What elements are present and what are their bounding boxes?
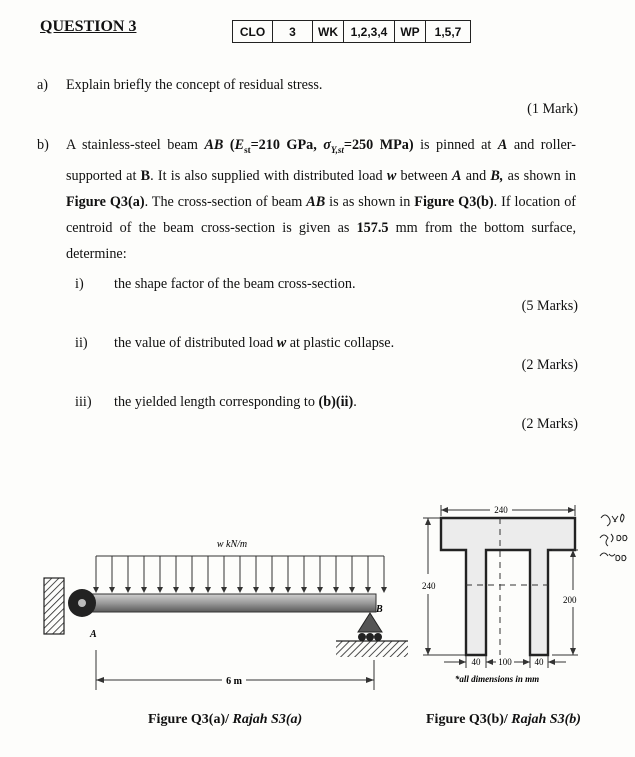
- left-arrow-bottom: [425, 648, 431, 655]
- span-arrow-right: [366, 677, 374, 683]
- roller-support: [358, 613, 382, 632]
- item-i-num: i): [75, 276, 84, 292]
- bot-arrow-4: [548, 659, 555, 665]
- part-b-label: b): [37, 137, 49, 153]
- top-arrow-right: [568, 507, 575, 513]
- tag-wk-value: 1,2,3,4: [344, 21, 395, 43]
- load-arrow-head: [269, 587, 275, 593]
- load-arrow-head: [173, 587, 179, 593]
- ground-hatch: [336, 641, 408, 657]
- load-arrow-head: [189, 587, 195, 593]
- dim-b1-label: 40: [471, 657, 481, 667]
- right-arrow-bottom: [570, 648, 576, 655]
- load-arrow-head: [109, 587, 115, 593]
- load-arrow-head: [253, 587, 259, 593]
- item-ii-text: the value of distributed load w at plastic collapse.: [114, 335, 395, 351]
- load-arrow-head: [381, 587, 387, 593]
- item-iii-num: iii): [75, 394, 92, 410]
- load-arrow-head: [237, 587, 243, 593]
- tag-wp-value: 1,5,7: [426, 21, 471, 43]
- load-arrow-head: [317, 587, 323, 593]
- tag-clo-value: 3: [273, 21, 313, 43]
- load-arrow-head: [349, 587, 355, 593]
- part-a-text: Explain briefly the concept of residual stress.: [66, 77, 323, 93]
- tag-clo-label: CLO: [233, 21, 273, 43]
- bot-arrow-1: [459, 659, 466, 665]
- load-arrow-head: [285, 587, 291, 593]
- dim-top-label: 240: [494, 505, 508, 515]
- dimension-note: *all dimensions in mm: [454, 674, 540, 684]
- item-ii-marks: (2 Marks): [521, 357, 578, 373]
- beam: [88, 594, 376, 612]
- left-arrow-top: [425, 518, 431, 525]
- item-iii-marks: (2 Marks): [521, 416, 578, 432]
- span-label: 6 m: [226, 676, 242, 687]
- item-ii-num: ii): [75, 335, 88, 351]
- figure-b-caption: Figure Q3(b)/ Rajah S3(b): [426, 712, 581, 727]
- part-a-marks: (1 Mark): [527, 101, 578, 117]
- tag-wp-label: WP: [395, 21, 426, 43]
- load-arrow-head: [301, 587, 307, 593]
- beam-diagram: [0, 520, 420, 700]
- item-i-marks: (5 Marks): [521, 298, 578, 314]
- load-arrow-head: [141, 587, 147, 593]
- wall-hatch: [44, 578, 64, 634]
- load-arrow-head: [333, 587, 339, 593]
- handwritten-annotation: [596, 510, 632, 564]
- item-i-text: the shape factor of the beam cross-section.: [114, 276, 356, 292]
- bot-arrow-2: [486, 659, 493, 665]
- dim-left-label: 240: [422, 581, 436, 591]
- load-arrow-head: [93, 587, 99, 593]
- pin-center: [78, 599, 86, 607]
- load-arrow-head: [125, 587, 131, 593]
- label-a: A: [90, 629, 97, 640]
- pi-section: [441, 518, 575, 655]
- bot-arrow-3: [523, 659, 530, 665]
- dim-b2-label: 100: [498, 657, 512, 667]
- item-iii-text: the yielded length corresponding to (b)(ii).: [114, 394, 357, 410]
- load-arrow-head: [157, 587, 163, 593]
- part-b-intro: A stainless-steel beam AB ($E_{st}=210$ GPa, $\sigma_{Y,st}=250$ MPa) is pinned at A and roller-supported at B. It is also supplied with distributed load w between A and B, as shown in Figure Q3(a). The cross-section of beam AB is as shown in Figure Q3(b). If location of centroid of the beam cross-section is given as 157.5 mm from the bottom surface, determine:: [66, 137, 577, 262]
- load-arrow-head: [221, 587, 227, 593]
- part-a-label: a): [37, 77, 49, 93]
- roller-wheel-right: [374, 633, 382, 641]
- top-arrow-left: [441, 507, 448, 513]
- question-title: QUESTION 3: [40, 18, 137, 35]
- load-arrow-head: [365, 587, 371, 593]
- roller-wheel-mid: [366, 633, 374, 641]
- tag-wk-label: WK: [313, 21, 344, 43]
- roller-wheel-left: [358, 633, 366, 641]
- figure-a-caption: Figure Q3(a)/ Rajah S3(a): [148, 712, 303, 727]
- label-b: B: [376, 604, 383, 615]
- outcome-tags-table: [232, 20, 471, 43]
- dim-b3-label: 40: [534, 657, 544, 667]
- load-label: w kN/m: [216, 539, 248, 550]
- load-arrows: [93, 556, 387, 593]
- load-arrow-head: [205, 587, 211, 593]
- span-arrow-left: [96, 677, 104, 683]
- dim-right-label: 200: [563, 595, 577, 605]
